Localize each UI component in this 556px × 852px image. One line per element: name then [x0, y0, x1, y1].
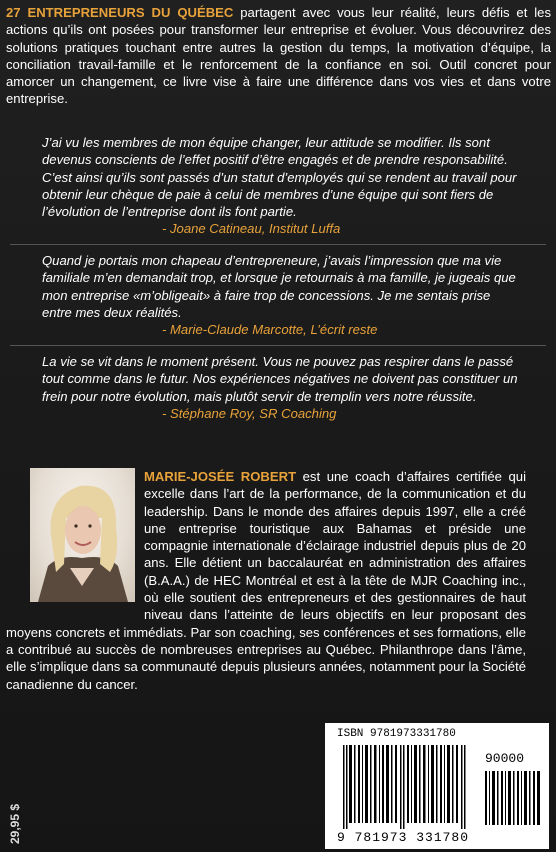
- barcode-block: [325, 723, 549, 849]
- addon-barcode-icon: [485, 771, 541, 825]
- intro-paragraph: [6, 4, 551, 108]
- isbn-number: ISBN 9781973331780: [337, 728, 456, 740]
- divider: [10, 345, 546, 346]
- divider: [10, 244, 546, 245]
- price-code: 90000: [485, 751, 525, 766]
- testimonial-text: J’ai vu les membres de mon équipe changer, leur attitude se modifier. Ils sont devenus conscients de l’effet positif d’être engagés et de prendre responsabilité. C’est ainsi qu’ils sont passés d’un statut d’employés qui se rendent au travail pour obtenir leur chèque de paie à celui de membres d’une équipe qui sont fiers de l’évolution de l’entreprise dont ils font partie.: [42, 135, 517, 220]
- testimonial-1: [42, 134, 522, 238]
- testimonial-3: [42, 353, 522, 422]
- testimonial-text: La vie se vit dans le moment présent. Vous ne pouvez pas respirer dans le passé tout comme dans le futur. Nos expériences négatives ne doivent pas constituer un frein pour notre évolution, mais plutôt servir de tremplin vers notre réussite.: [42, 354, 518, 404]
- intro-text: partagent avec vous leur réalité, leurs défis et les actions qu’ils ont posées pour transformer leur entreprise et évoluer. Vous découvrirez des solutions pratiques touchant entre autres la gestion du temps, la motivation d’équipe, la conciliation travail-famille et le renforcement de la confiance en soi. Outil concret pour amorcer un changement, ce livre vise à faire une différence dans vos vies et dans votre entreprise.: [6, 5, 552, 107]
- testimonial-2: [42, 252, 522, 338]
- author-bio: [6, 468, 526, 693]
- barcode-digits: 9 781973 331780: [337, 830, 470, 845]
- photo-spacer: [6, 468, 144, 608]
- testimonial-author: - Joane Catineau, Institut Luffa: [162, 221, 341, 237]
- testimonial-author: - Marie-Claude Marcotte, L’écrit reste: [162, 322, 378, 338]
- author-bio-text: est une coach d’affaires certifiée qui excelle dans l’art de la performance, de la communication et du leadership. Dans le monde des affaires depuis 1997, elle a créé une entreprise touristique aux Bahamas et préside une compagnie internationale d’éclairage industriel depuis plus de 20 ans. Elle détient un baccalauréat en administration des affaires (B.A.A.) de HEC Montréal et est à la tête de MJR Coaching inc., où elle soutient des entrepreneurs et des gestionnaires de haut niveau dans l’atteinte de leurs objectifs en leur proposant des moyens concrets et immédiats. Par son coaching, ses conférences et ses formations, elle a contribué au succès de nombreuses entreprises au Québec. Philanthrope dans l’âme, elle s’implique dans sa communauté depuis plusieurs années, notamment pour la Société canadienne du cancer.: [6, 469, 526, 692]
- cover-price: 29,95 $: [8, 803, 22, 844]
- intro-accent: 27 ENTREPRENEURS DU QUÉBEC: [6, 5, 234, 20]
- author-name: MARIE-JOSÉE ROBERT: [144, 469, 297, 484]
- testimonial-author: - Stéphane Roy, SR Coaching: [162, 405, 337, 421]
- testimonial-text: Quand je portais mon chapeau d’entrepreneure, j’avais l’impression que ma vie familiale m’en demandait trop, et lorsque je retournais à ma famille, je jugeais que mon entreprise «m’obligeait» à faire trop de concessions. Je me sentais prise entre mes deux réalités.: [42, 253, 516, 320]
- barcode-icon: [337, 745, 477, 829]
